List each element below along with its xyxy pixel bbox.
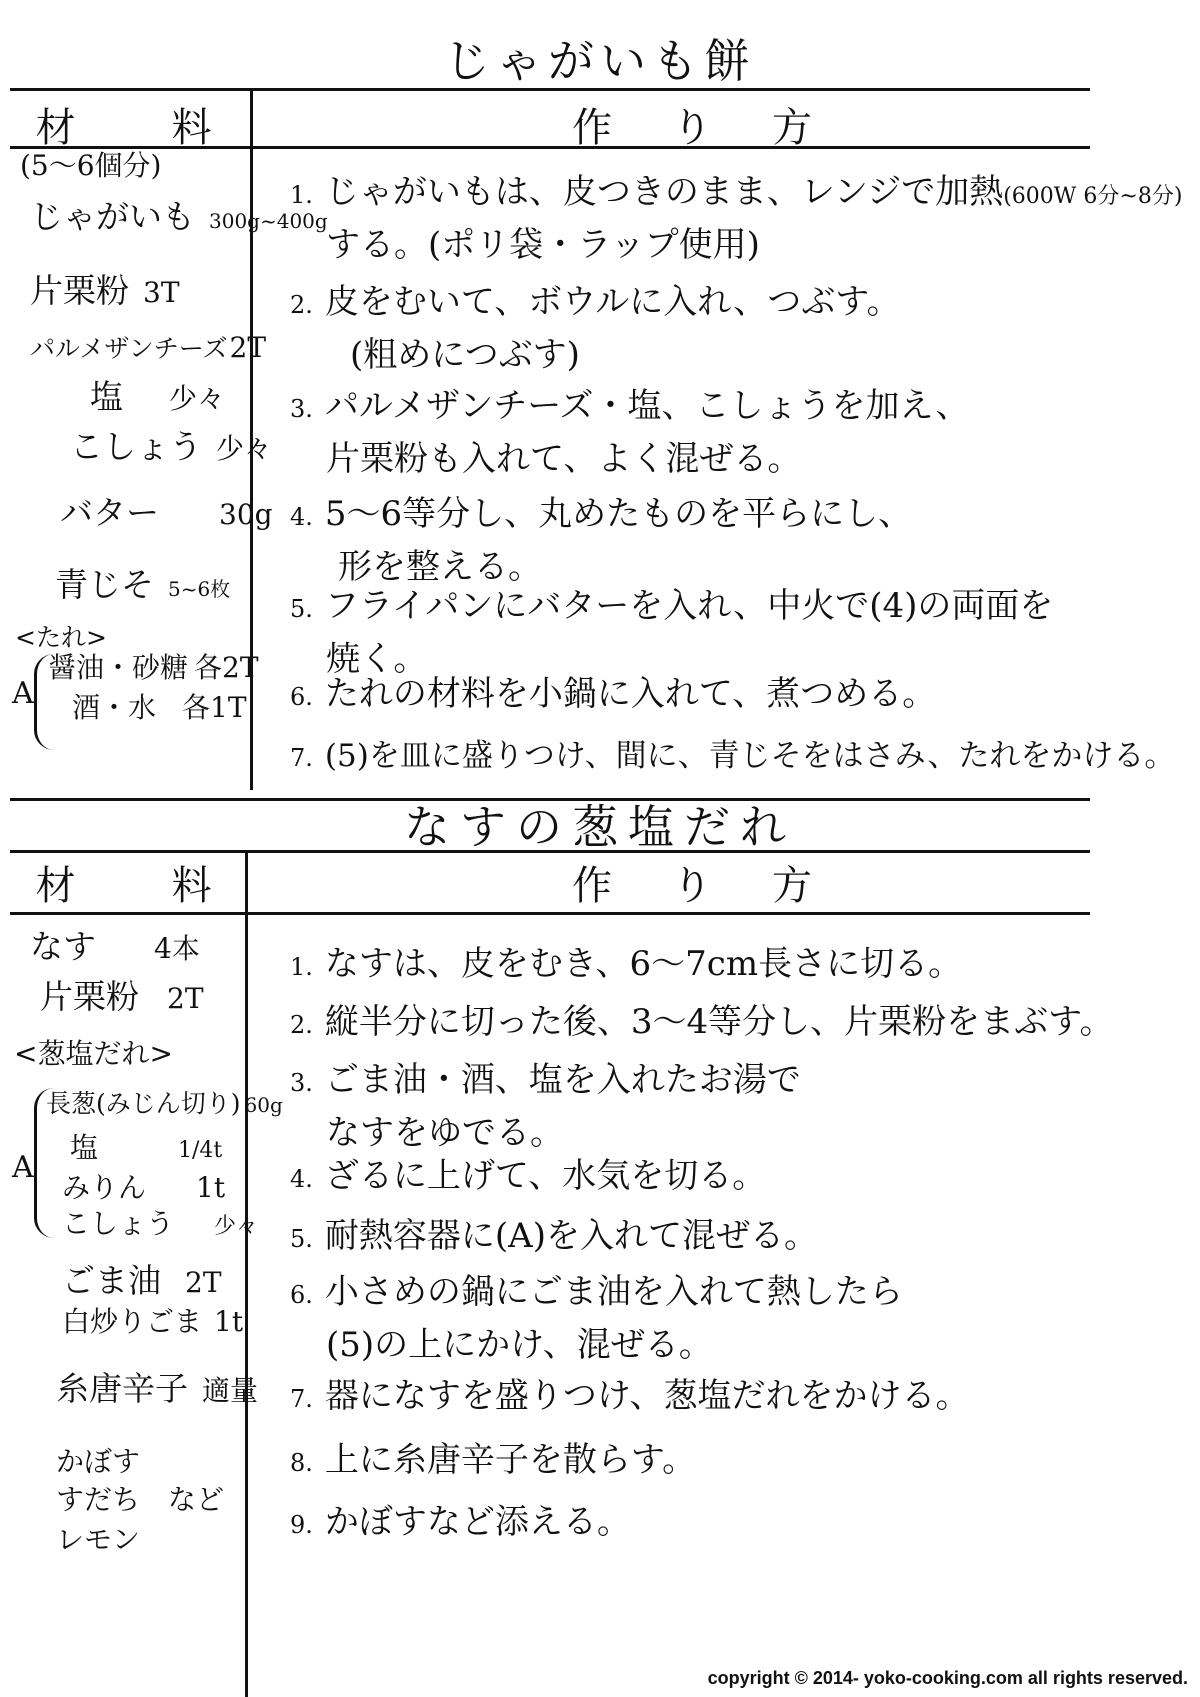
recipe1-sauce-item: 醤油・砂糖 各2T xyxy=(48,651,259,684)
recipe1-ingredient: じゃがいも 300g~400g xyxy=(30,197,328,236)
recipe1-step: 2. 皮をむいて、ボウルに入れ、つぶす。 (粗めにつぶす) xyxy=(290,282,901,375)
recipe2-ingredient: なす 4本 xyxy=(30,927,200,966)
recipe1-ingredient: 青じそ 5~6枚 xyxy=(55,565,231,604)
recipe2-step: 1. なすは、皮をむき、6～7cm長さに切る。 xyxy=(290,944,963,984)
recipe1-sauce-label: <たれ> xyxy=(15,623,107,652)
recipe1-step: 4. 5～6等分し、丸めたものを平らにし、 形を整える。 xyxy=(290,494,913,587)
recipe2-materials-header: 材 料 xyxy=(35,863,240,909)
recipe1-header-rule xyxy=(10,146,1090,149)
recipe2-sauce-item: みりん 1t xyxy=(62,1171,226,1204)
recipe2-step: 6. 小さめの鍋にごま油を入れて熱したら (5)の上にかけ、混ぜる。 xyxy=(290,1272,903,1365)
recipe1-step: 6. たれの材料を小鍋に入れて、煮つめる。 xyxy=(290,674,937,714)
recipe2-ingredient: ごま油 2T xyxy=(62,1261,222,1300)
recipe2-ingredient: レモン xyxy=(56,1523,141,1556)
recipe2-step: 9. かぼすなど添える。 xyxy=(290,1502,631,1542)
recipe1-step: 3. パルメザンチーズ・塩、こしょうを加え、 片栗粉も入れて、よく混ぜる。 xyxy=(290,386,970,479)
recipe2-step: 4. ざるに上げて、水気を切る。 xyxy=(290,1156,767,1196)
recipe2-top-rule xyxy=(10,850,1090,853)
recipe1-step: 1. じゃがいもは、皮つきのまま、レンジで加熱(600W 6分~8分) する。(ポリ袋・ラップ使用) xyxy=(290,172,1183,265)
recipe1-ingredient: 片栗粉 3T xyxy=(30,271,180,310)
recipe2-step: 5. 耐熱容器に(A)を入れて混ぜる。 xyxy=(290,1216,818,1256)
recipe2-sauce-label: <葱塩だれ> xyxy=(14,1037,173,1070)
recipe2-header-rule xyxy=(10,912,1090,915)
recipe1-top-rule xyxy=(10,88,1090,91)
recipe1-ingredient: バター 30g xyxy=(60,493,273,532)
recipe2-title: なすの葱塩だれ xyxy=(404,800,796,854)
recipe2-ingredient: 白炒りごま 1t xyxy=(62,1305,244,1338)
recipe2-column-divider xyxy=(245,850,248,1697)
recipe1-sauce-item: 酒・水 各1T xyxy=(72,691,247,724)
recipe2-group-label: A xyxy=(12,1150,34,1185)
recipe1-ingredient: パルメザンチーズ2T xyxy=(30,331,267,364)
recipe1-group-label: A xyxy=(12,676,34,711)
recipe2-sauce-item: こしょう 少々 xyxy=(62,1207,259,1240)
recipe1-servings: (5～6個分) xyxy=(20,149,162,182)
recipe2-step: 2. 縦半分に切った後、3～4等分し、片栗粉をまぶす。 xyxy=(290,1002,1114,1042)
recipe1-method-header: 作り方 xyxy=(572,105,872,151)
recipe2-step: 3. ごま油・酒、塩を入れたお湯で なすをゆでる。 xyxy=(290,1060,801,1153)
recipe1-materials-header: 材 料 xyxy=(35,105,240,151)
recipe1-title: じゃがいも餅 xyxy=(444,34,756,88)
recipe2-ingredient: 糸唐辛子 適量 xyxy=(56,1369,259,1408)
copyright-notice: copyright © 2014- yoko-cooking.com all rights reserved. xyxy=(707,1668,1188,1688)
recipe2-ingredient: すだち など xyxy=(56,1483,225,1516)
recipe2-sauce-item: 長葱(みじん切り) 60g xyxy=(46,1089,283,1118)
recipe1-ingredient: こしょう 少々 xyxy=(70,427,273,466)
recipe2-step: 8. 上に糸唐辛子を散らす。 xyxy=(290,1440,697,1480)
recipe1-ingredient: 塩 少々 xyxy=(90,377,226,416)
recipe1-step: 7. (5)を皿に盛りつけ、間に、青じそをはさみ、たれをかける。 xyxy=(290,738,1176,774)
recipe2-step: 7. 器になすを盛りつけ、葱塩だれをかける。 xyxy=(290,1376,970,1416)
recipe2-method-header: 作り方 xyxy=(572,863,872,909)
recipe2-ingredient: 片栗粉 2T xyxy=(40,977,204,1016)
recipe2-sauce-item: 塩 1/4t xyxy=(70,1131,223,1164)
recipe2-ingredient: かぼす xyxy=(56,1445,141,1478)
recipe1-step: 5. フライパンにバターを入れ、中火で(4)の両面を 焼く。 xyxy=(290,586,1054,679)
